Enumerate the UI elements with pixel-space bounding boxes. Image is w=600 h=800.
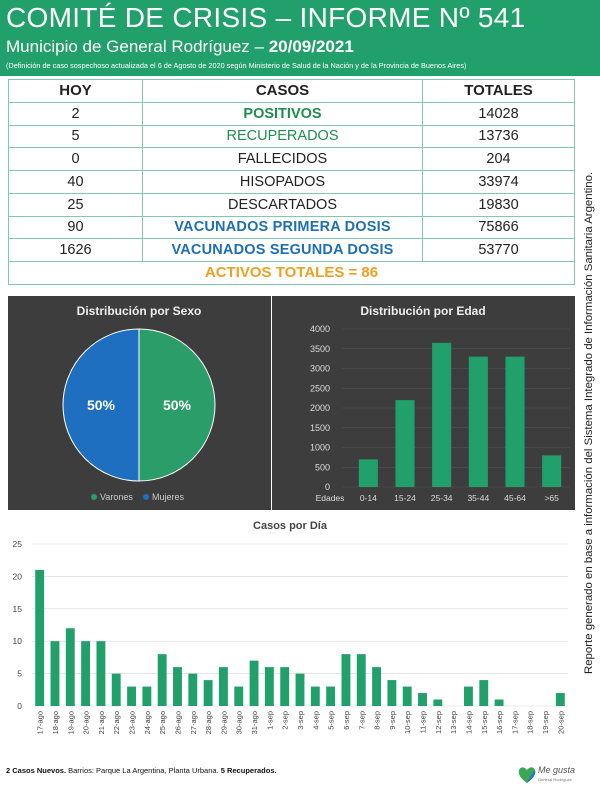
age-ytick-label: 3000 (309, 363, 330, 374)
age-bar-4 (505, 357, 524, 487)
daily-ytick-label: 20 (12, 571, 22, 582)
daily-xtick-label: 30-ago (234, 711, 244, 735)
cell-total: 75866 (423, 216, 575, 239)
age-ytick-label: 2500 (309, 383, 330, 394)
footer (0, 760, 600, 800)
cases-table (8, 79, 575, 285)
daily-xtick-label: 28-ago (204, 711, 214, 735)
daily-xtick-label: 8-sep (372, 711, 382, 730)
age-xtick-label: >65 (544, 493, 559, 503)
age-bar-0 (359, 459, 378, 487)
age-ytick-label: 500 (314, 462, 330, 473)
daily-xtick-label: 5-sep (326, 711, 336, 730)
age-ytick-label: 4000 (309, 324, 330, 334)
daily-bar-28 (464, 687, 473, 706)
table-row (9, 216, 575, 239)
pie-value-label: 50% (86, 397, 116, 413)
cell-hoy: 5 (9, 125, 143, 148)
table-row (9, 193, 575, 216)
age-xtick-label: 15-24 (394, 493, 416, 503)
age-bar-2 (432, 343, 451, 487)
daily-bar-8 (158, 654, 167, 706)
legend-dot-varones (91, 494, 97, 500)
cell-caso: DESCARTADOS (143, 193, 423, 216)
daily-xtick-label: 3-sep (296, 711, 305, 730)
age-xtick-label: 25-34 (430, 493, 453, 503)
daily-xtick-label: 22-ago (112, 711, 122, 735)
report-title: COMITÉ DE CRISIS – INFORME Nº 541 (6, 2, 526, 33)
daily-ytick-label: 25 (12, 539, 22, 549)
daily-bar-13 (234, 687, 243, 706)
daily-ytick-label: 15 (12, 603, 22, 614)
daily-bar-30 (495, 700, 504, 706)
daily-bar-22 (372, 667, 381, 706)
daily-bar-20 (342, 654, 351, 706)
footer-summary (6, 766, 277, 775)
municipio-logo (516, 762, 576, 796)
daily-xtick-label: 25-ago (158, 711, 168, 735)
age-bar-1 (395, 400, 414, 487)
age-ytick-label: 1000 (309, 442, 330, 453)
daily-ytick-label: 5 (17, 668, 22, 679)
municipio-label: Municipio de General Rodríguez – (6, 37, 269, 56)
daily-bar-5 (112, 674, 121, 706)
new-cases-text: 2 Casos Nuevos. (6, 766, 67, 775)
daily-xtick-label: 19-ago (66, 711, 76, 735)
daily-bar-14 (250, 661, 259, 706)
daily-bar-21 (357, 654, 366, 706)
daily-bar-4 (96, 641, 105, 706)
cell-hoy: 1626 (9, 239, 143, 262)
daily-ytick-label: 10 (12, 636, 22, 647)
daily-xtick-label: 20-sep (556, 711, 566, 734)
age-xtick-label: 45-64 (504, 493, 526, 503)
daily-bar-25 (418, 693, 427, 706)
daily-xtick-label: 1-sep (265, 711, 275, 730)
daily-bar-26 (433, 700, 442, 706)
cell-caso: HISOPADOS (143, 171, 423, 194)
daily-bar-29 (479, 680, 488, 706)
daily-bar-23 (387, 680, 396, 706)
daily-bar-24 (403, 687, 412, 706)
logo-text: Me gusta (538, 765, 576, 775)
cell-hoy: 2 (9, 102, 143, 125)
age-ytick-label: 0 (324, 482, 330, 492)
daily-xtick-label: 7-sep (357, 711, 367, 730)
daily-bar-15 (265, 667, 274, 706)
age-chart-title: Distribución por Edad (360, 304, 486, 318)
daily-bar-7 (142, 687, 151, 706)
legend-dot-mujeres (143, 494, 149, 500)
daily-xtick-label: 11-sep (418, 711, 428, 734)
daily-bar-34 (556, 693, 565, 706)
recovered-text: 5 Recuperados. (220, 766, 277, 775)
cell-caso: FALLECIDOS (143, 148, 423, 171)
age-xtick-label: 0-14 (359, 493, 377, 503)
table-row (9, 148, 575, 171)
cell-total: 19830 (423, 193, 575, 216)
daily-xtick-label: 2-sep (280, 711, 290, 730)
daily-bar-19 (326, 687, 335, 706)
cell-total: 204 (423, 148, 575, 171)
daily-xtick-label: 23-ago (127, 711, 137, 735)
daily-bar-6 (127, 687, 136, 706)
daily-bar-0 (35, 570, 44, 706)
daily-xtick-label: 29-ago (219, 711, 229, 735)
cell-total: 53770 (423, 239, 575, 262)
daily-bar-18 (311, 687, 320, 706)
pie-title: Distribución por Sexo (76, 304, 202, 318)
daily-bar-17 (296, 674, 305, 706)
daily-xtick-label: 31-ago (250, 711, 260, 735)
daily-xtick-label: 26-ago (173, 711, 183, 735)
legend-label-varones: Varones (100, 492, 133, 502)
daily-xtick-label: 19-sep (541, 711, 551, 734)
daily-xtick-label: 15-sep (479, 711, 489, 734)
daily-ytick-label: 0 (17, 701, 22, 711)
daily-xtick-label: 9-sep (387, 711, 397, 730)
age-ytick-label: 3500 (309, 343, 330, 354)
daily-xtick-label: 18-sep (525, 711, 535, 734)
age-xaxis-label: Edades (315, 493, 345, 503)
activos-totales: ACTIVOS TOTALES = 86 (9, 262, 575, 285)
daily-xtick-label: 14-sep (464, 711, 474, 734)
daily-xtick-label: 10-sep (403, 711, 413, 734)
cell-caso: VACUNADOS SEGUNDA DOSIS (143, 239, 423, 262)
col-header-totales: TOTALES (423, 80, 575, 103)
heart-leaf-icon (516, 764, 538, 786)
header-banner (0, 0, 600, 76)
pie-value-label: 50% (162, 397, 192, 413)
daily-bar-1 (51, 641, 60, 706)
cell-total: 14028 (423, 102, 575, 125)
table-header-row (9, 80, 575, 103)
daily-xtick-label: 21-ago (96, 711, 106, 735)
age-distribution-panel (272, 296, 575, 510)
daily-xtick-label: 17-sep (510, 711, 520, 734)
daily-xtick-label: 12-sep (433, 711, 443, 734)
daily-xtick-label: 16-sep (495, 711, 505, 734)
daily-chart-title: Casos por Día (253, 520, 327, 532)
daily-xtick-label: 17-ago (35, 711, 45, 735)
report-subtitle (6, 37, 354, 57)
daily-xtick-label: 27-ago (188, 711, 198, 735)
daily-xtick-label: 6-sep (341, 711, 351, 730)
cell-caso: VACUNADOS PRIMERA DOSIS (143, 216, 423, 239)
cell-hoy: 0 (9, 148, 143, 171)
side-note (578, 88, 598, 674)
age-xtick-label: 35-44 (467, 493, 490, 503)
age-ytick-label: 2000 (309, 403, 330, 413)
col-header-casos: CASOS (143, 80, 423, 103)
cell-total: 13736 (423, 125, 575, 148)
legend-label-mujeres: Mujeres (152, 492, 185, 502)
daily-bar-11 (204, 680, 213, 706)
table-row (9, 102, 575, 125)
daily-xtick-label: 18-ago (50, 711, 60, 735)
cell-caso: POSITIVOS (143, 102, 423, 125)
table-row (9, 239, 575, 262)
sex-distribution-panel (8, 296, 271, 510)
report-date: 20/09/2021 (268, 37, 354, 56)
daily-bar-12 (219, 667, 228, 706)
barrios-text: Barrios: Parque La Argentina, Planta Urbana. (66, 766, 221, 775)
definition-note: (Definición de caso sospechoso actualizada el 6 de Agosto de 2020 según Ministerio de Salud de la Nación y de la Provincia de Buenos Aires) (6, 61, 467, 70)
daily-bar-3 (81, 641, 90, 706)
age-bar-3 (469, 357, 488, 487)
cell-total: 33974 (423, 171, 575, 194)
age-ytick-label: 1500 (309, 422, 330, 433)
daily-xtick-label: 20-ago (81, 711, 91, 735)
cell-caso: RECUPERADOS (143, 125, 423, 148)
table-row (9, 125, 575, 148)
daily-bar-10 (188, 674, 197, 706)
daily-bar-2 (66, 628, 75, 706)
logo-subtext: General Rodríguez (538, 777, 572, 782)
age-bar-5 (542, 455, 561, 487)
daily-bar-16 (280, 667, 289, 706)
cell-hoy: 90 (9, 216, 143, 239)
daily-xtick-label: 4-sep (311, 711, 321, 730)
activos-row (9, 262, 575, 285)
daily-xtick-label: 13-sep (449, 711, 459, 734)
cell-hoy: 25 (9, 193, 143, 216)
daily-bar-9 (173, 667, 182, 706)
table-row (9, 171, 575, 194)
side-note-text: Reporte generado en base a información del Sistema Integrado de Información Sanitaria Argentino. (583, 171, 595, 674)
daily-cases-panel (0, 512, 575, 762)
col-header-hoy: HOY (9, 80, 143, 103)
daily-xtick-label: 24-ago (142, 711, 152, 735)
cell-hoy: 40 (9, 171, 143, 194)
